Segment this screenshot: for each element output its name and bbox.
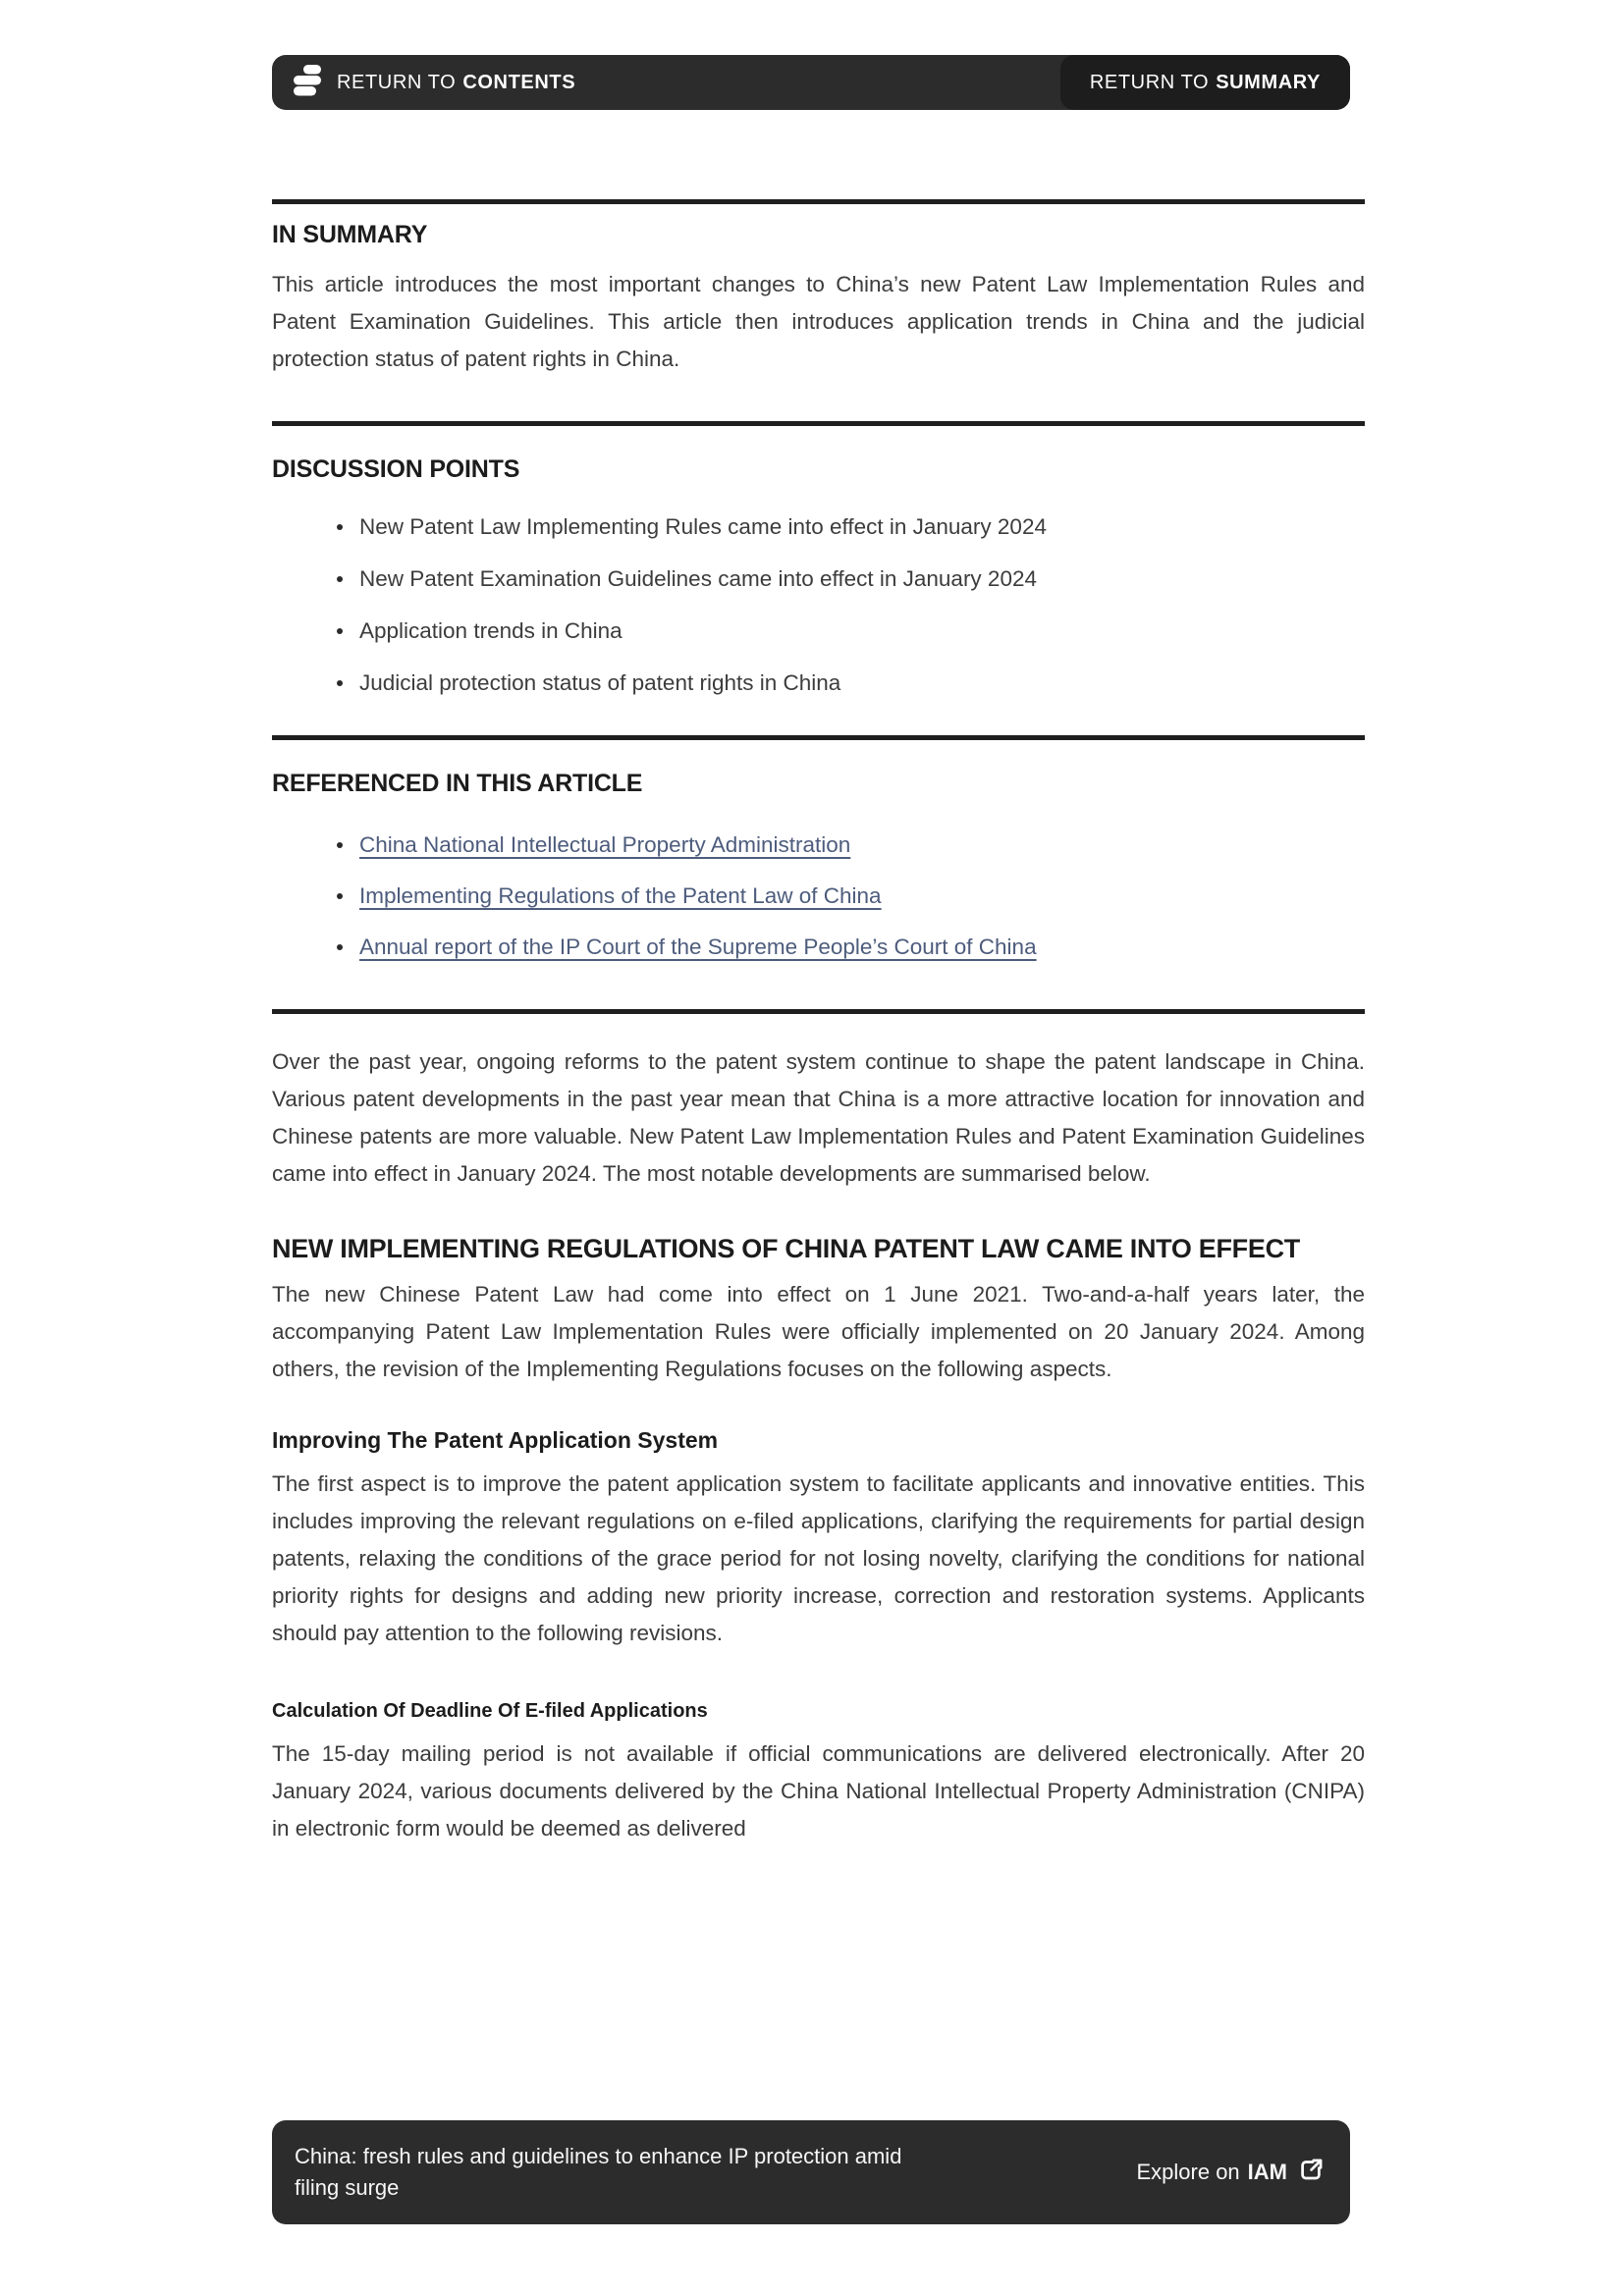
referenced-title: REFERENCED IN THIS ARTICLE [272, 770, 643, 797]
return-to-contents-label: RETURN TO CONTENTS [337, 71, 576, 93]
return-to-summary-button[interactable] [1060, 55, 1350, 110]
list-item: Application trends in China [337, 613, 1365, 650]
section1-paragraph: The new Chinese Patent Law had come into effect on 1 June 2021. Two-and-a-half years later, the accompanying Patent Law Implementation Rules were officially implemented on 20 January 2024. Among others, the revision of the Implementing Regulations focuses on the following aspects. [272, 1282, 1365, 1381]
section2-paragraph: The first aspect is to improve the patent application system to facilitate applicants and innovative entities. This includes improving the relevant regulations on e-filed applications, clarifying the requirements for partial design patents, relaxing the conditions of the grace period for not losing novelty, clarifying the conditions for national priority rights for designs and adding new priority increase, correction and restoration systems. Applicants should pay attention to the following revisions. [272, 1471, 1365, 1645]
reference-link-annual-report[interactable]: Annual report of the IP Court of the Supreme People’s Court of China [359, 934, 1037, 959]
return-to-summary-label: RETURN TO SUMMARY [1089, 71, 1321, 93]
discussion-points-section [272, 426, 1365, 735]
list-item: New Patent Examination Guidelines came into effect in January 2024 [337, 561, 1365, 598]
contents-list-icon [293, 64, 322, 101]
divider [272, 1009, 1365, 1014]
list-item [337, 878, 1365, 915]
in-summary-title: IN SUMMARY [272, 221, 428, 248]
list-item: New Patent Law Implementing Rules came into effect in January 2024 [337, 508, 1365, 546]
list-item: Judicial protection status of patent rights in China [337, 665, 1365, 702]
subsection-heading-deadline-calculation: Calculation Of Deadline Of E-filed Applications [272, 1700, 708, 1722]
top-navigation-bar [272, 55, 1350, 110]
article-title: China: fresh rules and guidelines to enhance IP protection amid filing surge [295, 2144, 902, 2200]
discussion-points-list [272, 508, 1365, 735]
section3-paragraph: The 15-day mailing period is not available if official communications are delivered electronically. After 20 January 2024, various documents delivered by the China National Intellectual Property Administration (CNIPA) in electronic form would be deemed as delivered [272, 1741, 1365, 1841]
referenced-section [272, 740, 1365, 1009]
return-to-contents-button[interactable] [272, 64, 575, 101]
explore-on-iam-button[interactable]: Explore on IAM [1136, 2158, 1350, 2188]
section-heading-new-implementing-regulations: NEW IMPLEMENTING REGULATIONS OF CHINA PATENT LAW CAME INTO EFFECT [272, 1234, 1300, 1263]
referenced-links-list [272, 827, 1365, 1009]
subsection-heading-improving-application-system: Improving The Patent Application System [272, 1427, 719, 1453]
discussion-points-title: DISCUSSION POINTS [272, 455, 520, 483]
external-link-icon [1299, 2158, 1324, 2188]
bottom-bar [272, 2120, 1350, 2224]
reference-link-implementing-regulations[interactable]: Implementing Regulations of the Patent Law of China [359, 883, 882, 908]
article-content [272, 199, 1365, 1847]
in-summary-section [272, 204, 1365, 421]
intro-paragraph: Over the past year, ongoing reforms to the patent system continue to shape the patent landscape in China. Various patent developments in the past year mean that China is a more attractive location for innovation and Chinese patents are more valuable. New Patent Law Implementation Rules and Patent Examination Guidelines came into effect in January 2024. The most notable developments are summarised below. [272, 1049, 1365, 1186]
list-item [337, 929, 1365, 966]
list-item [337, 827, 1365, 864]
in-summary-text: This article introduces the most important changes to China’s new Patent Law Implementation Rules and Patent Examination Guidelines. This article then introduces application trends in China and the judicial protection status of patent rights in China. [272, 272, 1365, 371]
reference-link-cnipa[interactable]: China National Intellectual Property Administration [359, 832, 851, 857]
